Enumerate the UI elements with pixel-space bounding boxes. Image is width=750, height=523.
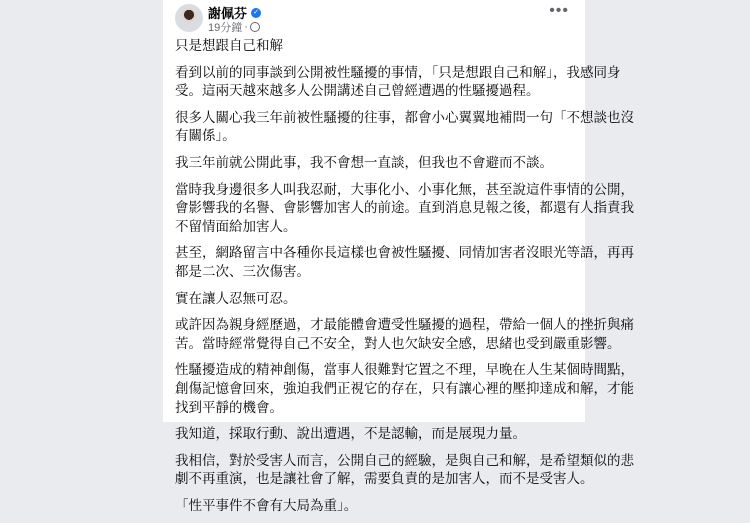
paragraph-line: 創傷記憶會回來，強迫我們正視它的存在，只有讓心裡的壓抑達成和解，才能 (175, 380, 634, 396)
post-paragraph (175, 290, 580, 309)
paragraph-line: 不留情面給加害人。 (175, 218, 297, 234)
paragraph-line: 看到以前的同事談到公開被性騷擾的事情，「只是想跟自己和解」，我感同身 (175, 64, 621, 80)
paragraph-line: 或許因為親身經歷過，才最能體會遭受性騷擾的過程，帶給一個人的挫折與痛 (175, 317, 634, 333)
post-paragraph (175, 154, 580, 173)
paragraph-line: 性騷擾造成的精神創傷，當事人很難對它置之不理，早晚在人生某個時間點， (175, 362, 634, 378)
author-avatar[interactable] (175, 4, 203, 32)
paragraph-line: 我相信，對於受害人而言，公開自己的經驗，是與自己和解，是希望類似的悲 (175, 452, 634, 468)
post-paragraph (175, 316, 634, 353)
post-paragraph (175, 244, 634, 281)
author-name[interactable]: 謝佩芬 (208, 6, 248, 21)
globe-icon (250, 22, 260, 32)
paragraph-line: 受。這兩天越來越多人公開講述自己曾經遭遇的性騷擾過程。 (175, 83, 540, 99)
paragraph-line: 苦。當時經常覺得自己不安全，對人也欠缺安全感，思緒也受到嚴重影響。 (175, 335, 621, 351)
paragraph-line: 都是二次、三次傷害。 (175, 263, 310, 279)
paragraph-line: 會影響我的名譽、會影響加害人的前途。直到消息見報之後，都還有人指責我 (175, 200, 634, 216)
paragraph-line: 只是想跟自己和解 (175, 38, 283, 53)
post-paragraph (175, 425, 580, 444)
paragraph-line: 我知道，採取行動、說出遭遇，不是認輸，而是展現力量。 (175, 426, 526, 442)
paragraph-line: 當時我身邊很多人叫我忍耐，大事化小、小事化無，甚至說這件事情的公開， (175, 181, 634, 197)
verified-badge-icon: ✓ (251, 8, 261, 18)
more-options-button[interactable]: ••• (549, 2, 569, 19)
post-meta (208, 19, 260, 35)
post-paragraph (175, 109, 634, 146)
post-card (163, 0, 634, 513)
paragraph-line: 我三年前就公開此事，我不會想一直談，但我也不會避而不談。 (175, 154, 553, 170)
post-time[interactable]: 19分鐘 (208, 22, 243, 34)
post-paragraph (175, 361, 634, 417)
paragraph-line: 找到平靜的機會。 (175, 399, 283, 415)
meta-separator: · (244, 21, 248, 33)
post-paragraph (175, 497, 580, 516)
post-body (175, 37, 634, 523)
paragraph-line: 有關係」。 (175, 128, 236, 144)
paragraph-line: 劇不再重演，也是讓社會了解，需要負責的是加害人，而不是受害人。 (175, 471, 594, 487)
paragraph-line: 「性平事件不會有大局為重」。 (175, 497, 358, 513)
paragraph-line: 甚至，網路留言中各種你長這樣也會被性騷擾、同情加害者沒眼光等語，再再 (175, 245, 634, 261)
post-headline (175, 37, 580, 56)
paragraph-line: 很多人關心我三年前被性騷擾的往事，都會小心翼翼地補問一句「不想談也沒 (175, 109, 634, 125)
post-paragraph (175, 64, 621, 101)
paragraph-line: 實在讓人忍無可忍。 (175, 290, 297, 306)
post-paragraph (175, 181, 634, 237)
post-paragraph (175, 452, 634, 489)
